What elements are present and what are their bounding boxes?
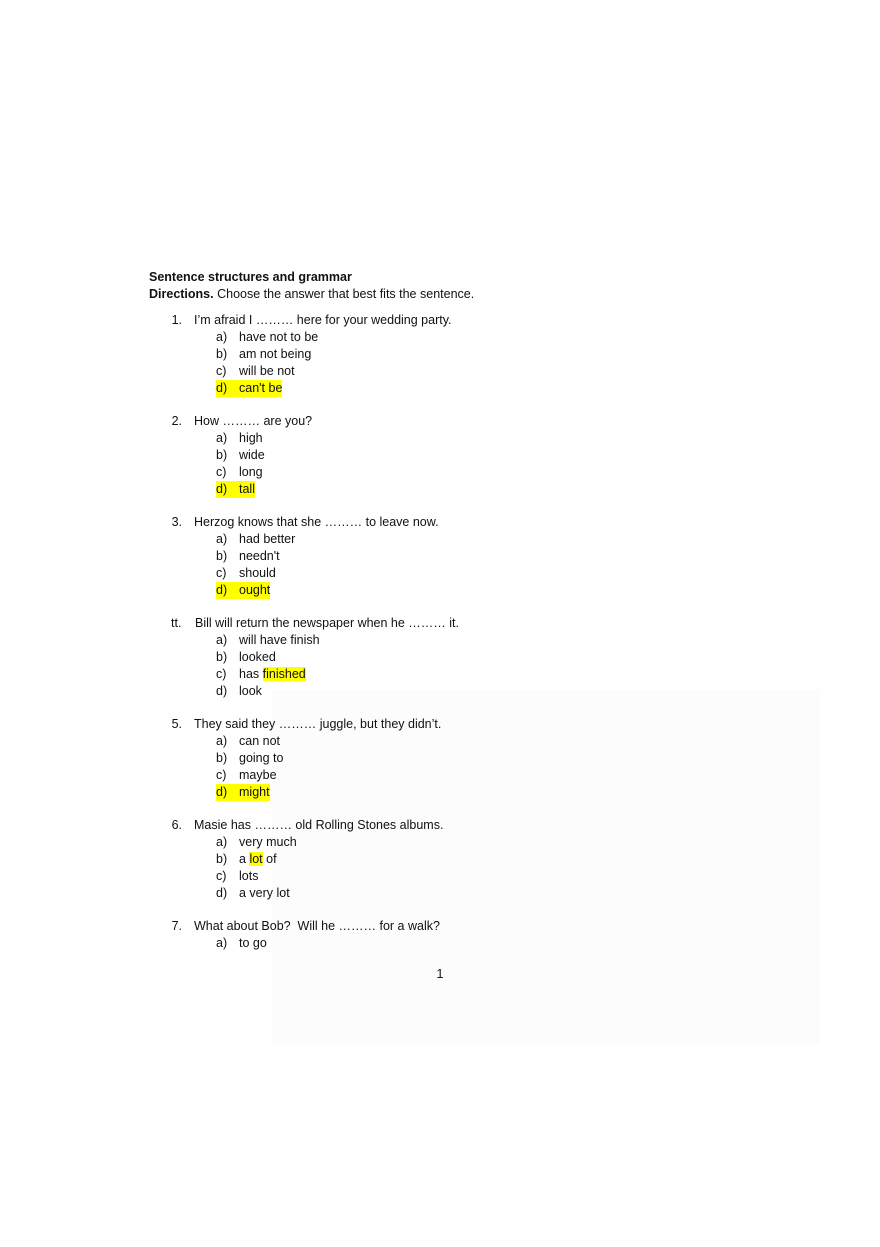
- question-text: How ……… are you?: [194, 414, 313, 428]
- option-a: [149, 531, 769, 548]
- option-text: should: [239, 566, 276, 580]
- option-text: lots: [239, 869, 259, 883]
- option-text: to go: [239, 936, 267, 950]
- page-number: 1: [436, 967, 444, 981]
- option-d: [149, 683, 769, 700]
- option-letter: a): [216, 633, 228, 647]
- option-text-suffix: of: [262, 852, 277, 866]
- option-letter: c): [216, 667, 227, 681]
- option-letter: c): [216, 869, 227, 883]
- option-a: [149, 834, 769, 851]
- option-text-prefix: has: [239, 667, 263, 681]
- question-number: tt.: [171, 616, 182, 630]
- document-title: Sentence structures and grammar: [149, 270, 352, 284]
- option-c: [149, 565, 769, 582]
- option-text: wide: [239, 448, 265, 462]
- option-text: [239, 666, 306, 683]
- option-letter: c): [216, 465, 227, 479]
- option-d: [149, 885, 769, 902]
- question-number: 5.: [171, 717, 182, 731]
- option-d-highlighted: [149, 784, 769, 801]
- option-d-highlighted: [149, 380, 769, 397]
- option-letter: b): [216, 852, 228, 866]
- option-c: [149, 666, 769, 683]
- option-letter: a): [216, 936, 228, 950]
- question-3: [149, 514, 769, 599]
- option-a: [149, 733, 769, 750]
- option-c: [149, 464, 769, 481]
- option-a: [149, 935, 769, 952]
- option-text: [239, 851, 277, 868]
- directions-text: Choose the answer that best fits the sentence.: [217, 287, 475, 301]
- option-letter: d): [216, 784, 239, 801]
- option-letter: b): [216, 751, 228, 765]
- option-text: will be not: [239, 364, 295, 378]
- option-text: look: [239, 684, 262, 698]
- question-number: 1.: [171, 313, 182, 327]
- option-d-highlighted: [149, 582, 769, 599]
- option-letter: a): [216, 330, 228, 344]
- option-b: [149, 649, 769, 666]
- option-letter: b): [216, 650, 228, 664]
- option-text: maybe: [239, 768, 277, 782]
- directions-label: Directions.: [149, 287, 214, 301]
- question-1: [149, 312, 769, 397]
- question-text: Herzog knows that she ……… to leave now.: [194, 515, 439, 529]
- option-a: [149, 329, 769, 346]
- question-text: Bill will return the newspaper when he ……… it.: [195, 616, 460, 630]
- option-letter: d): [216, 886, 228, 900]
- option-letter: b): [216, 448, 228, 462]
- option-letter: b): [216, 347, 228, 361]
- option-text: long: [239, 465, 263, 479]
- option-a: [149, 430, 769, 447]
- option-text: had better: [239, 532, 296, 546]
- option-text: looked: [239, 650, 276, 664]
- option-text: needn't: [239, 549, 280, 563]
- option-text: can not: [239, 734, 281, 748]
- option-text-highlight: finished: [262, 667, 306, 681]
- option-text: will have finish: [239, 633, 320, 647]
- question-number: 2.: [171, 414, 182, 428]
- option-text: tall: [239, 482, 255, 496]
- question-text: Masie has ……… old Rolling Stones albums.: [194, 818, 444, 832]
- option-letter: c): [216, 768, 227, 782]
- option-letter: c): [216, 364, 227, 378]
- option-letter: a): [216, 835, 228, 849]
- option-letter: d): [216, 380, 239, 397]
- option-letter: a): [216, 532, 228, 546]
- option-c: [149, 363, 769, 380]
- question-number: 7.: [171, 919, 182, 933]
- option-letter: b): [216, 549, 228, 563]
- option-text-highlight: lot: [249, 852, 263, 866]
- option-c: [149, 868, 769, 885]
- directions: [149, 286, 769, 303]
- option-d-highlighted: [149, 481, 769, 498]
- option-a: [149, 632, 769, 649]
- option-text: going to: [239, 751, 284, 765]
- option-text: a very lot: [239, 886, 290, 900]
- question-number: 6.: [171, 818, 182, 832]
- option-c: [149, 767, 769, 784]
- option-letter: d): [216, 684, 228, 698]
- option-text: high: [239, 431, 263, 445]
- option-letter: d): [216, 481, 239, 498]
- option-letter: d): [216, 582, 239, 599]
- question-4: [149, 615, 769, 700]
- option-letter: a): [216, 734, 228, 748]
- option-b: [149, 750, 769, 767]
- document-body: [149, 269, 769, 968]
- question-number: 3.: [171, 515, 182, 529]
- option-text: might: [239, 785, 270, 799]
- option-text: very much: [239, 835, 297, 849]
- option-text: am not being: [239, 347, 312, 361]
- option-text: can't be: [239, 381, 283, 395]
- option-b: [149, 851, 769, 868]
- question-text: What about Bob? Will he ……… for a walk?: [194, 919, 440, 933]
- question-7: [149, 918, 769, 952]
- option-letter: c): [216, 566, 227, 580]
- question-5: [149, 716, 769, 801]
- question-2: [149, 413, 769, 498]
- option-b: [149, 548, 769, 565]
- option-b: [149, 346, 769, 363]
- question-6: [149, 817, 769, 902]
- option-b: [149, 447, 769, 464]
- question-text: They said they ……… juggle, but they didn’t.: [194, 717, 442, 731]
- question-text: I’m afraid I ……… here for your wedding party.: [194, 313, 452, 327]
- option-letter: a): [216, 431, 228, 445]
- option-text: ought: [239, 583, 271, 597]
- option-text-prefix: a: [239, 852, 250, 866]
- option-text: have not to be: [239, 330, 319, 344]
